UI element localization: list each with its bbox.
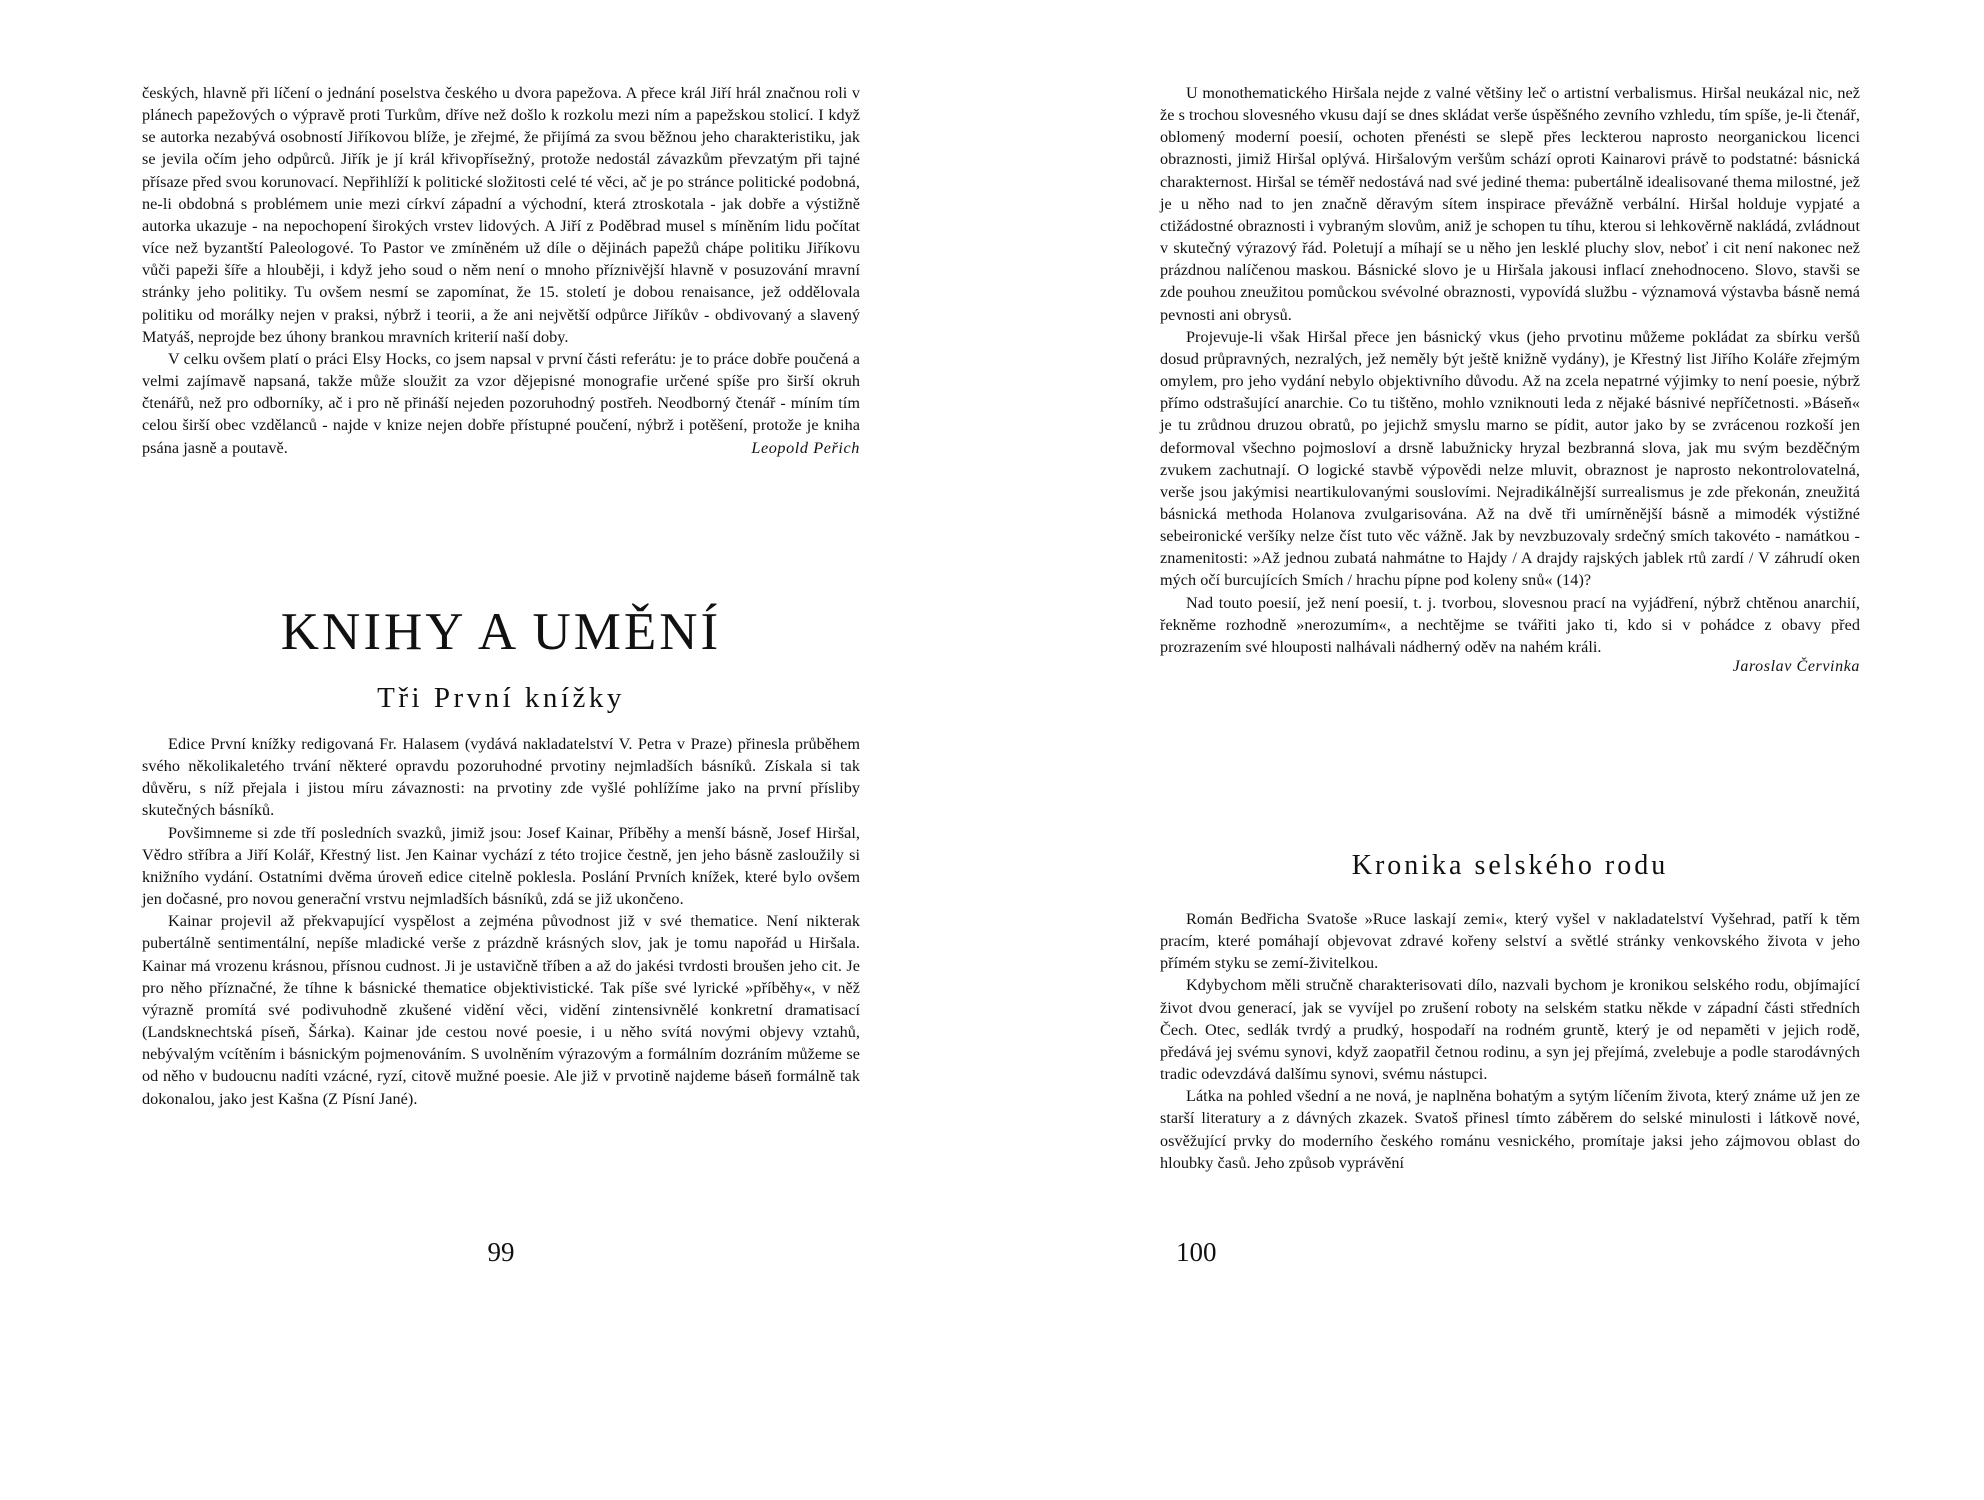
left-signature: Leopold Peřich bbox=[751, 438, 860, 457]
left-review-paragraph-2: Povšimneme si zde tří posledních svazků, jimiž jsou: Josef Kainar, Příběhy a menší básně, Josef Hiršal, Vědro stříbra a Jiří Kolář, Křestný list. Jen Kainar vychází z této trojice čestně, jen jeho básně zasloužily si knižního vydání. Ostatními dvěma úroveň edice citelně poklesla. Poslání Prvních knížek, které bylo ovšem jen dočasné, pro novou generační vrstvu nejmladších básníků, zdá se již ukončeno. bbox=[142, 823, 860, 909]
right-review-paragraph-1: Román Bedřicha Svatoše »Ruce laskají zemi«, který vyšel v nakladatelství Vyšehrad, patří k těm pracím, které pomáhají objevovat zdravé kořeny selství a světlé stránky venkovského života v jeho přímém styku se zemí-živitelkou. bbox=[1160, 910, 1860, 973]
subsection-title: Tři První knížky bbox=[377, 682, 625, 714]
left-review-paragraph-1: Edice První knížky redigovaná Fr. Halasem (vydává nakladatelství V. Petra v Praze) přinesla průběhem svého několikaletého trvání některé opravdu pozoruhodné prvotiny nejmladších básníků. Získala si tak důvěru, s níž přejala i jistou míru závaznosti: na prvotiny zde vyšlé pohlížíme jako na první přísliby skutečných básníků. bbox=[142, 735, 860, 820]
right-paragraph-1: U monothematického Hiršala nejde z valné většiny leč o artistní verbalismus. Hiršal neukázal nic, než že s trochou slovesného vkusu dají se dnes skládat verše úspěšného zevního vzhledu, tím spíše, je-li čtenář, oblomený moderní poesií, ochoten přenésti se slepě přes leckterou naprosto neorganickou licenci obraznosti, jimiž Hiršal oplývá. Hiršalovým veršům schází oproti Kainarovi právě to podstatné: básnická charakternost. Hiršal se téměř nedostává nad své jediné thema: pubertálně idealisované thema milostné, jež je u něho nad to jen značně děravým sítem inspirace převážně verbální. Hiršal holduje vypjaté a ctižádostné obraznosti i vybraným slovům, aniž je schopen tu tíhu, kterou si lehkověrně nakládá, zvládnout v skutečný výrazový řád. Poletují a míhají se u něho jen lesklé pluchy slov, neboť i cit není nakonec než prázdnou nalíčenou maskou. Básnické slovo je u Hiršala jakousi inflací znehodnoceno. Slovo, stavši se zde pouhou zneužitou pomůckou svévolné obraznosti, vypovídá službu - významová výstavba básně nemá pevnosti ani obrysů. bbox=[1160, 84, 1860, 324]
left-paragraph-2 bbox=[142, 348, 860, 459]
left-paragraph-2-text: V celku ovšem platí o práci Elsy Hocks, co jsem napsal v první části referátu: je to práce dobře poučená a velmi zajímavě napsaná, takže může sloužit za vzor dějepisné monografie určené spíše pro širší okruh čtenářů, než pro odborníky, ač i pro ně přináší nejeden pozoruhodný postřeh. Neodborný čtenář - míním tím celou širší obec vzdělanců - najde v knize nejen dobře přístupné poučení, nýbrž i potěšení, protože je kniha psána jasně a poutavě. bbox=[142, 349, 860, 457]
section-title: KNIHY A UMĚNÍ bbox=[280, 603, 722, 661]
left-review-paragraph-3: Kainar projevil až překvapující vyspělost a zejména původnost již v své thematice. Není nikterak pubertálně sentimentální, nepíše mladické verše z prázdně krásných slov, jak je tomu napořád u Hiršala. Kainar má vrozenu krásnou, přísnou cudnost. Ji je ustavičně tříben a až do jakési tvrdosti broušen jeho cit. Je pro něho příznačné, že tíhne k básnické thematice objektivistické. Tak píše své lyrické »příběhy«, v něž výrazně promítá své podivuhodně zkušené vidění věci, vidění zintensivnělé konkretní dramatisací (Landsknechtská píseň, Šárka). Kainar jde cestou nové poesie, i u něho svítá novými objevy vztahů, nebývalým vcítěním i básnickým pojmenováním. S uvolněním výrazovým a formálním dozráním můžeme se od něho v budoucnu nadíti vzácné, ryzí, citově mužné poesie. Ale již v prvotině najdeme báseň formálně tak dokonalou, jako jest Kašna (Z Písní Jané). bbox=[142, 912, 860, 1108]
right-review-paragraph-2: Kdybychom měli stručně charakterisovati dílo, nazvali bychom je kronikou selského rodu, objímající život dvou generací, jak se vyvíjel po zrušení roboty na selském statku někde v západní části středních Čech. Otec, sedlák tvrdý a prudký, hospodaří na rodném gruntě, který je od nepaměti v jejich rodě, předává jej svému synovi, když zaopatřil četnou rodinu, a syn jej přejímá, zvelebuje a podle starodávných tradic odevzdává dalšímu synovi, svému nástupci. bbox=[1160, 976, 1860, 1084]
right-review-paragraph-3: Látka na pohled všední a ne nová, je naplněna bohatým a sytým líčením života, který známe už jen ze starší literatury a z dávných zkazek. Svatoš přinesl tímto záběrem do selské minulosti i látkově nové, osvěžující prvky do moderního českého románu vesnického, promítaje jaksi jeho zájmovou oblast do hloubky časů. Jeho způsob vyprávění bbox=[1160, 1087, 1860, 1172]
left-page bbox=[142, 0, 860, 1500]
right-section-title: Kronika selského rodu bbox=[1351, 850, 1669, 881]
left-top-column bbox=[142, 82, 860, 459]
right-top-column bbox=[1160, 82, 1860, 676]
page-number-right: 100 bbox=[1176, 1237, 1217, 1267]
right-page bbox=[1160, 0, 1860, 1500]
left-paragraph-1: českých, hlavně při líčení o jednání poselstva českého u dvora papežova. A přece král Jiří hrál značnou roli v plánech papežových o výpravě proti Turkům, dříve než došlo k rozkolu mezi ním a papežskou stolicí. I když se autorka nezabývá osobností Jiříkovou blíže, je zřejmé, že přijímá za svou běžnou jeho charakteristiku, jak se jevila očím jeho odpůrců. Jiřík je jí král křivopřísežný, protože nedostál závazkům převzatým při tajné přísaze před svou korunovací. Nepřihlíží k politické složitosti celé té věci, ač je po stránce politické podobná, ne-li obdobná s problémem unie mezi církví západní a východní, která ztroskotala - jak dobře a výstižně autorka ukazuje - na nepochopení širokých vrstev lidových. A Jiří z Poděbrad musel s míněním lidu počítat více než byzantští Paleologové. To Pastor ve zmíněném už díle o dějinách papežů chápe politiku Jiříkovu vůči papeži šíře a hlouběji, i když jeho soud o něm není o mnoho příznivější hlavně v posuzování mravní stránky jeho politiky. Tu ovšem nesmí se zapomínat, že 15. století je dobou renaisance, jež oddělovala politiku od morálky nejen v praksi, nýbrž i teorii, a že ani největší odpůrce Jiříkův - obdivovaný a slavený Matyáš, neprojde bez úhony brankou mravních kriterií naší doby. bbox=[142, 84, 860, 346]
left-bottom-column bbox=[142, 733, 860, 1110]
right-paragraph-3: Nad touto poesií, jež není poesií, t. j. tvorbou, slovesnou prací na vyjádření, nýbrž chtěnou anarchií, řekněme rozhodně »nerozumím«, a nechtějme se tvářiti jako ti, kdo si v pohádce z obavy před prozrazením své hlouposti nalhávali nádherný oděv na nahém králi. bbox=[1160, 593, 1860, 656]
page-number-left: 99 bbox=[487, 1237, 515, 1267]
right-signature: Jaroslav Červinka bbox=[1732, 658, 1860, 676]
right-paragraph-2: Projevuje-li však Hiršal přece jen básnický vkus (jeho prvotinu můžeme pokládat za sbírku veršů dosud průpravných, nezralých, jež neměly být ještě knižně vydány), je Křestný list Jiřího Koláře zřejmým omylem, pro jeho vydání nebylo objektivního důvodu. Až na zcela nepatrné výjimky to není poesie, nýbrž přímo odstrašující anarchie. Co tu tištěno, mohlo vzniknouti leda z nějaké básnivé nepříčetnosti. »Báseň« je tu zrůdnou druzou obratů, po jejichž smyslu marno se pídit, autor jako by se zvrácenou rozkoší jen deformoval všechno pojmosloví a drsně labužnicky hryzal bezbranná slova, jak mu svým bezděčným zvukem zachutnají. O logické stavbě výpovědi nelze mluvit, obraznost je naprosto nekontrolovatelná, verše jsou jakýmisi neartikulovanými souslovími. Nejradikálnější surrealismus je zde překonán, zneužitá básnická methoda Holanova zvulgarisována. Až na dvě tři umírněnější básně a mimodék výstižné sebeironické veršíky nelze číst tuto věc vážně. Jak by nevzbuzovaly srdečný smích takovéto - namátkou - znamenitosti: »Až jednou zubatá nahmátne to Hajdy / A drajdy rajských jablek rtů zardí / V záhrudí oken mých očí burcujících Smích / hrachu pípne pod koleny snů« (14)? bbox=[1160, 327, 1860, 590]
right-bottom-column bbox=[1160, 908, 1860, 1174]
